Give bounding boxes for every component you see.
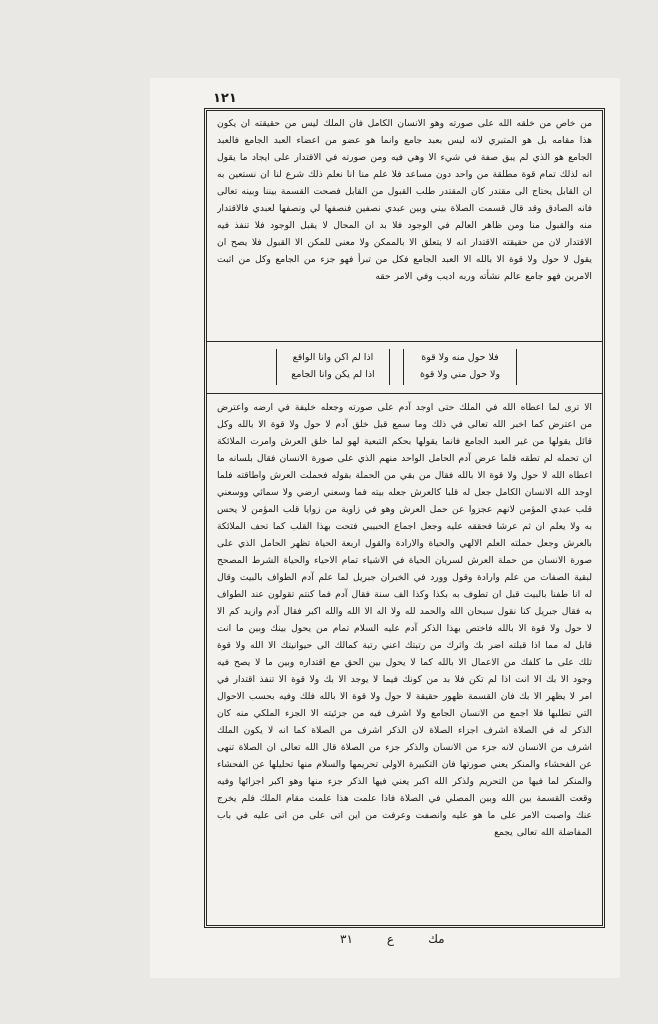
- footer-marker-middle: ع: [386, 932, 395, 946]
- footer-marker-left: ٣١: [340, 932, 353, 946]
- verse-right-line-2: ولا حول مني ولا قوة: [419, 369, 501, 380]
- verse-section: [207, 349, 602, 387]
- verse-left-line-2: اذا لم يكن وانا الجامع: [291, 369, 375, 380]
- footer-marker-right: مك: [428, 932, 445, 946]
- verse-right-box: [403, 349, 517, 385]
- footer-markers: [340, 932, 445, 946]
- main-paragraph: الا ترى لما اعطاه الله في الملك حتى اوجد آدم على صورته وجعله خليفة في ارضه واعترض من اعترض كما اخبر الله تعالى في ذلك وما سمع قبل خلق آدم لا حول ولا قوة الا بالله وكل قائل يقولها من غير العبد الجامع فانما يقولها بحكم التبعية لهو لما خلق العرش وامرت الملائكة ان تحمله لم تطقه فلما عرض آدم الحامل الواحد منهم الذي على صورة الانسان فقال بلسانه ما اعطاه الله لا حول ولا قوة الا بالله فقال من بقي من الحملة بقوله فحملت العرش واطاقته فلما اوجد الله الانسان الكامل جعل له قلبا كالعرش جعله بيته فما وسعني ارضي ولا سمائي ووسعني قلب عبدي المؤمن لانهم عجزوا عن حمل العرش وهو في زاوية من زوايا قلب المؤمن لا يحس به ولا يعلم ان ثم عرشا فحققه عليه وجعل اجماع الحبيبي فتحت بهذا القلب كما تحف الملائكة بالعرش وجعل حملته العلم الالهي والحياة والارادة والقول اربعة الحياة تظهر الحامل الذي على صورة الانسان من حملة العرش لسريان الحياة في الاشياء تمام الاحياء والحياة الشرط المصحح لبقية الصفات من علم وارادة وقول وورد في الخبران جبريل لما علم آدم الطواف بالبيت وقال له انا طفنا بالبيت قبل ان تطوف به بكذا وكذا الف سنة فقال آدم فما كنتم تقولون عند الطواف به فقال جبريل كنا نقول سبحان الله والحمد لله ولا اله الا الله والله اكبر فقال آدم وازيد كم الا لا حول ولا قوة الا بالله فاختص بهذا الذكر آدم عليه السلام تمام من يحول بينك وبين ما انت قابل له مما اذا قبلته اضر بك واثرك من رتبتك اعني رتبة كمالك الى حيوانيتك الا الله ولا قوة تلك على ما كلفك من الاعمال الا بالله كما لا يحول بين الحق مع اقتداره وبين ما لا يصح فيه وجود الا بك الا انت اذا لم تكن فلا بد من كونك فيما لا يوجد الا بك ولا قوة الا تنفذ اقتدار في امر لا يظهر الا بك فان القسمة ظهور حقيقة لا حول ولا قوة الا بالله فلك وفيه بحسب الاحوال التي تطلبها فلا اجمع من الانسان الجامع ولا اشرف فيه من جزئيته الا الجزء الملكي منه كان الذكر له في الصلاة اشرف اجزاء الصلاة لان الذكر اشرف من الصلاة كما انه لا يكون الملك اشرف من الانسان لانه جزء من الانسان والذكر جزء من الصلاة قال الله تعالى ان الصلاة تنهى عن الفحشاء والمنكر يعني صورتها فان التكبيرة الاولى تحريمها والسلام منها تحليلها عن الفحشاء والمنكر لما فيها من التحريم ولذكر الله اكبر يعني فيها الذكر جزء منها وهو اكبر اجزائها وفيه وقعت القسمة بين الله وبين المصلي في الصلاة فاذا علمت هذا علمت مقام الملك فلم يخرج عنك واصبت الامر على ما هو عليه وانصفت وعرفت من اين اتى على من اتى عليه في باب المفاضلة الله تعالى يجمع: [217, 402, 592, 838]
- verse-left-line-1: اذا لم اكن وانا الواقع: [292, 352, 374, 363]
- page-number: ١٢١: [213, 91, 237, 106]
- verse-right-line-1: فلا حول منه ولا قوة: [421, 352, 499, 363]
- verse-left-box: [276, 349, 390, 385]
- text-frame: [204, 108, 605, 928]
- top-paragraph: من خاص من خلقه الله على صورته وهو الانسان الكامل فان الملك ليس من حقيقته ان يكون هذا مقامه بل هو المتبري لانه ليس بعبد جامع وانما هو عضو من اعضاء العبد الجامع فالعبد الجامع هو الذي لم يبق صفة في شيء الا وهي فيه ومن صورته في الاقتدار على ايجاد ما يقول انه لذلك تمام قوة مطلقة من واحد دون مساعد فلا علم منا انا نعلم ذلك شرع لنا ان نستعين به ان القابل يحتاج الى مقتدر كان المقتدر طلب القبول من القابل فصحت القسمة بيننا وبينه تعالى فانه الصادق وقد قال قسمت الصلاة بيني وبين عبدي نصفين فنصفها لي ونصفها لعبدي فالاقتدار منه والقبول منا ومن ظاهر العالم في الوجود فلا بد ان المحال لا يقبل الوجود فلا تنفذ فيه الاقتدار لان من حقيقته الاقتدار انه لا يتعلق الا بالممكن ولا معنى للمكن الا القبول فلا يصح ان يقول لا حول ولا قوة الا بالله الا العبد الجامع فكل من تبرأ فهو جزء من الجامع وكل من اثبت الامرين فهو جامع عالم نشأته وربه اديب وفي الامر حقه: [217, 118, 592, 282]
- divider-top: [207, 341, 602, 342]
- divider-bottom: [207, 393, 602, 394]
